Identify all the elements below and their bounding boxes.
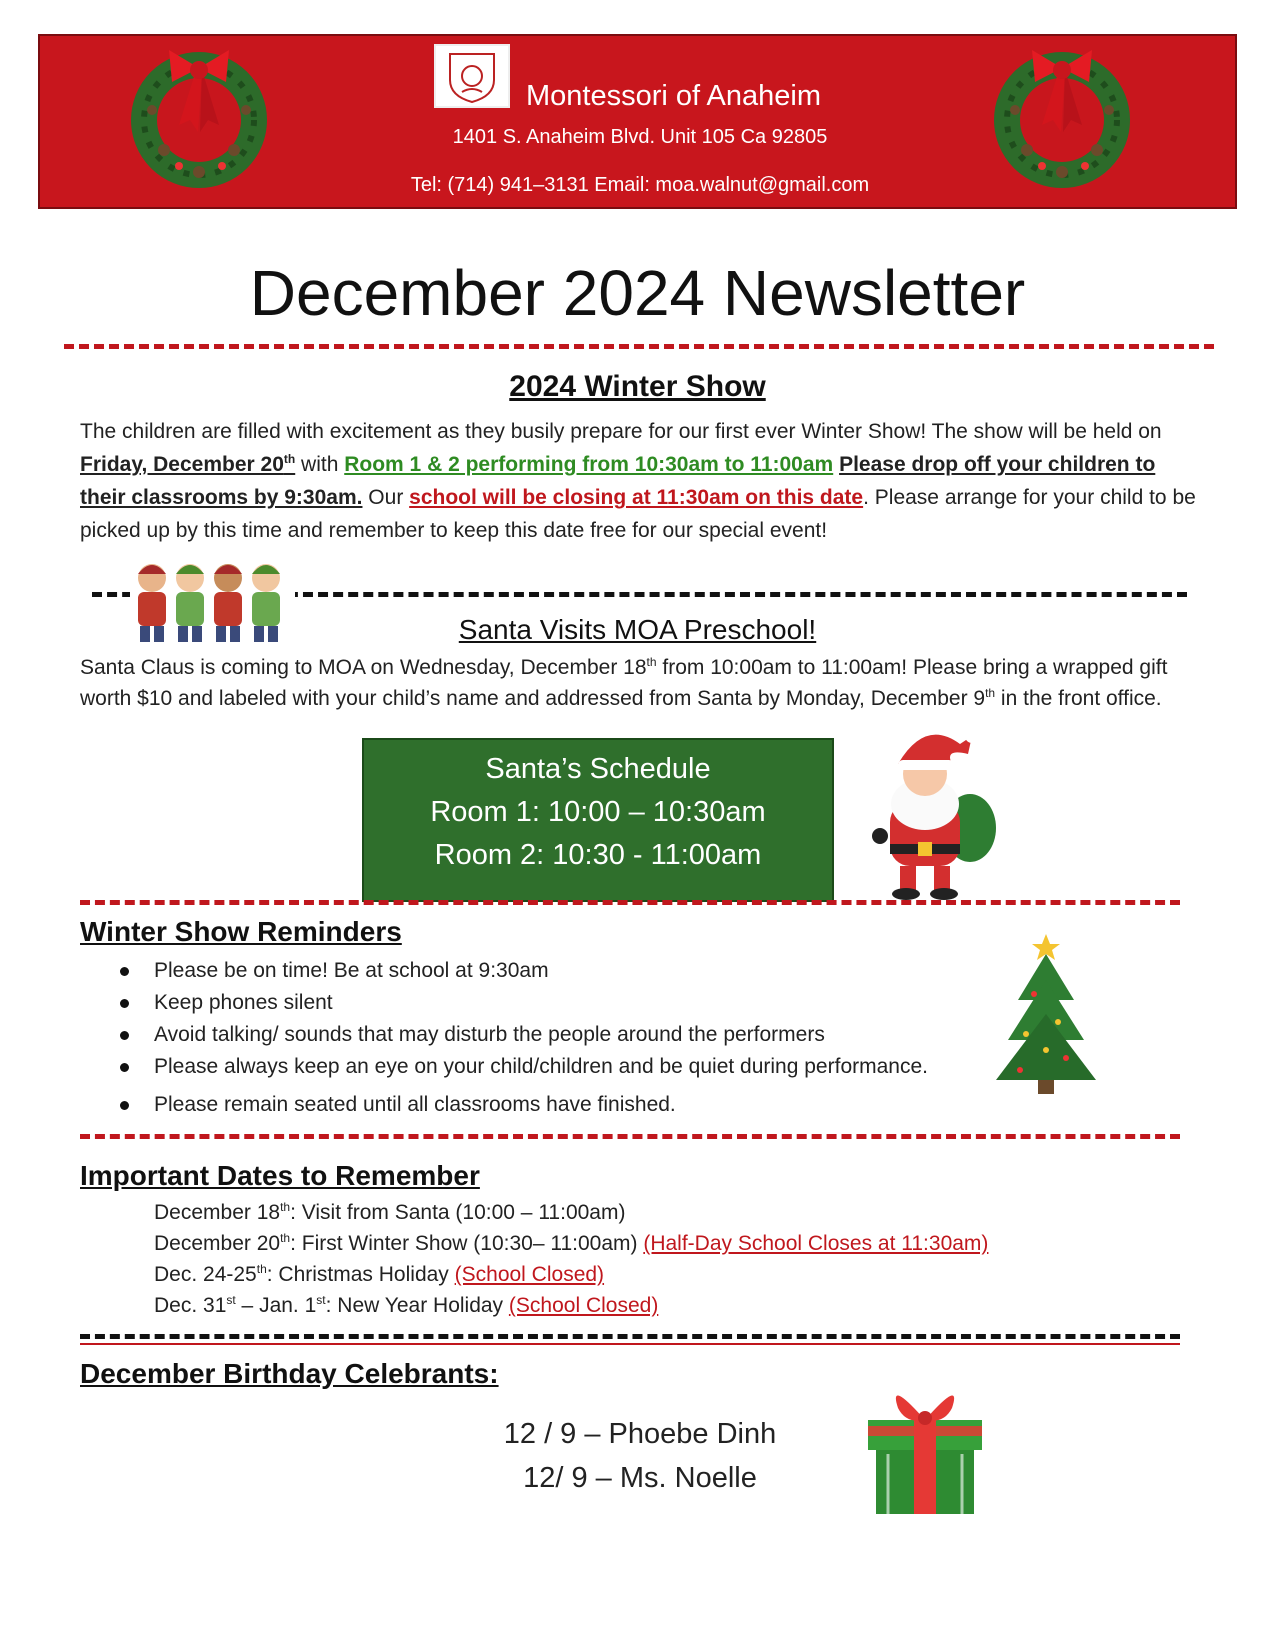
list-item: Dec. 24-25th: Christmas Holiday (School Closed) [154, 1262, 605, 1286]
reminders-list [80, 955, 1020, 1121]
divider [64, 344, 1214, 349]
list-item: Please be on time! Be at school at 9:30am [80, 955, 1020, 987]
winter-show-heading: 2024 Winter Show [509, 370, 766, 403]
wreath-icon [124, 40, 274, 190]
list-item: Keep phones silent [80, 987, 1020, 1019]
divider-line [80, 1343, 1180, 1345]
school-contact: Tel: (714) 941–3131 Email: moa.walnut@gmail.com [410, 174, 870, 196]
page-title: December 2024 Newsletter [249, 257, 1026, 329]
school-logo [434, 44, 510, 108]
list-item: Avoid talking/ sounds that may disturb the people around the performers [80, 1019, 1020, 1051]
school-name: Montessori of Anaheim [526, 80, 821, 112]
list-item: Please remain seated until all classrooms have finished. [80, 1089, 1020, 1121]
reminders-heading: Winter Show Reminders [80, 916, 402, 947]
winter-show-paragraph: The children are filled with excitement as they busily prepare for our first ever Winter Show! The show will be held on Friday, December 20th with Room 1 & 2 performing from 10:30am to 11:00am Please drop off your children to their classrooms by 9:30am. Our school will be closing at 11:30am on this date. Please arrange for your child to be picked up by this time and remember to keep this date free for our special event! [80, 420, 1196, 542]
gift-box-icon [858, 1368, 992, 1518]
santa-heading: Santa Visits MOA Preschool! [458, 614, 817, 645]
list-item: Please always keep an eye on your child/children and be quiet during performance. [80, 1051, 1020, 1083]
schedule-room-1: Room 1: 10:00 – 10:30am [430, 796, 766, 828]
santa-paragraph: Santa Claus is coming to MOA on Wednesday, December 18th from 10:00am to 11:00am! Please bring a wrapped gift worth $10 and labeled with your child’s name and addressed from Santa by Monday, December 9th in the front office. [80, 655, 1168, 710]
birthdays-heading: December Birthday Celebrants: [80, 1358, 499, 1389]
divider [80, 900, 1180, 905]
schedule-title: Santa’s Schedule [485, 753, 711, 785]
schedule-room-2: Room 2: 10:30 - 11:00am [434, 839, 762, 871]
dates-list [154, 1197, 1154, 1321]
list-item: 12/ 9 – Ms. Noelle [523, 1462, 757, 1494]
list-item: December 20th: First Winter Show (10:30– 11:00am) (Half-Day School Closes at 11:30am) [154, 1231, 989, 1255]
list-item: December 18th: Visit from Santa (10:00 – 11:00am) [154, 1200, 626, 1224]
birthdays-list [460, 1412, 820, 1500]
divider [80, 1334, 1180, 1339]
christmas-tree-icon [990, 930, 1102, 1098]
dates-heading: Important Dates to Remember [80, 1160, 480, 1191]
school-address: 1401 S. Anaheim Blvd. Unit 105 Ca 92805 [452, 126, 828, 148]
logo-emblem-icon [436, 46, 508, 106]
divider [80, 1134, 1180, 1139]
list-item: Dec. 31st – Jan. 1st: New Year Holiday (School Closed) [154, 1293, 659, 1317]
santa-icon [860, 718, 1000, 900]
list-item: 12 / 9 – Phoebe Dinh [503, 1418, 777, 1450]
santa-schedule-box [362, 738, 834, 902]
wreath-icon [987, 40, 1137, 190]
